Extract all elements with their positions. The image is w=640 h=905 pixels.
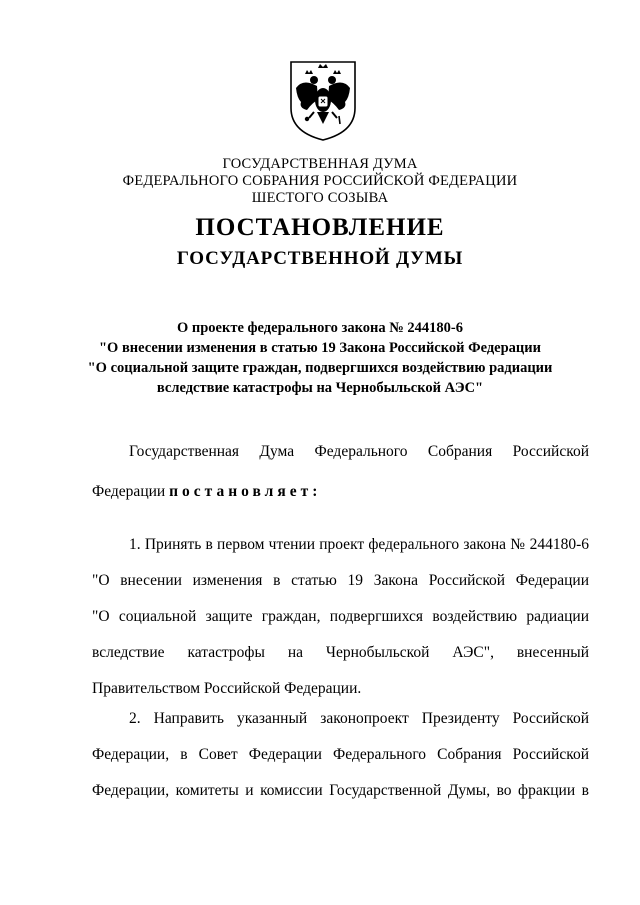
issuer-line-3: ШЕСТОГО СОЗЫВА	[251, 190, 389, 206]
item-1-line-5: Правительством Российской Федерации.	[92, 680, 362, 697]
document-title: ПОСТАНОВЛЕНИЕ	[195, 214, 445, 241]
item-2-line-3: Федерации, комитеты и комиссии Государственной Думы, во фракции в	[92, 782, 589, 799]
item-2	[92, 701, 589, 809]
subject-line-4: вследствие катастрофы на Чернобыльской АЭС"	[156, 380, 484, 396]
preamble-line-2	[92, 474, 589, 510]
decree-verb: постановляет:	[169, 483, 322, 500]
item-2-line-1: 2. Направить указанный законопроект Президенту Российской	[129, 710, 589, 727]
preamble-federation: Федерации	[92, 483, 166, 500]
item-1-line-2: "О внесении изменения в статью 19 Закона Российской Федерации	[92, 572, 589, 589]
subject-line-2: "О внесении изменения в статью 19 Закона Российской Федерации	[99, 340, 541, 356]
item-2-line-2: Федерации, в Совет Федерации Федерального Собрания Российской	[92, 746, 589, 763]
subject-line-3: "О социальной защите граждан, подвергшихся воздействию радиации	[87, 360, 553, 376]
document-subtitle: ГОСУДАРСТВЕННОЙ ДУМЫ	[176, 248, 464, 269]
subject-line-1: О проекте федерального закона № 244180-6	[176, 320, 464, 336]
item-1-line-4: вследствие катастрофы на Чернобыльской АЭС", внесенный	[92, 644, 589, 661]
item-1-line-3: "О социальной защите граждан, подвергшихся воздействию радиации	[92, 608, 589, 625]
issuer-line-1: ГОСУДАРСТВЕННАЯ ДУМА	[222, 156, 418, 172]
russian-coat-of-arms-icon	[287, 58, 359, 142]
item-1	[92, 527, 589, 707]
preamble	[92, 434, 589, 510]
issuer-line-2: ФЕДЕРАЛЬНОГО СОБРАНИЯ РОССИЙСКОЙ ФЕДЕРАЦИИ	[122, 173, 518, 189]
item-1-line-1: 1. Принять в первом чтении проект федерального закона № 244180-6	[129, 536, 589, 553]
preamble-line-1: Государственная Дума Федерального Собрания Российской	[129, 443, 589, 460]
